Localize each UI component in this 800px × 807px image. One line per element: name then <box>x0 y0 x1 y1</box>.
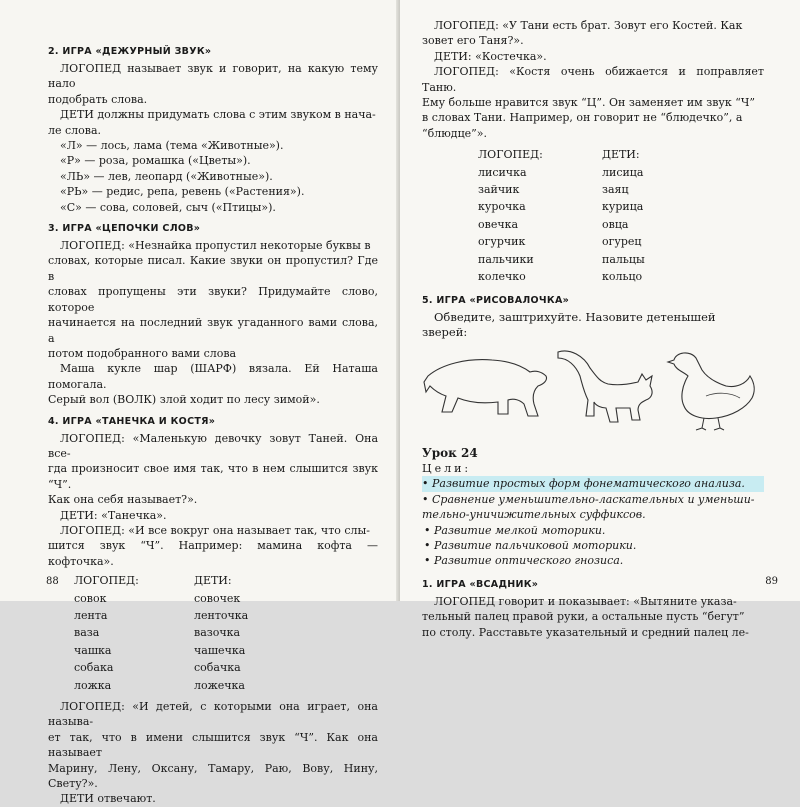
goose-outline-icon <box>666 346 762 432</box>
table-cell: кольцо <box>602 270 643 284</box>
section-heading-tanechka-kostya: 4. ИГРА «ТАНЕЧКА И КОСТЯ» <box>48 415 216 427</box>
table-cell: курица <box>602 200 644 214</box>
table-cell: огурчик <box>478 235 526 249</box>
table-cell: лисичка <box>478 165 527 179</box>
goal-item: • Развитие оптического гнозиса. <box>424 554 624 568</box>
table-header: ДЕТИ: <box>602 148 640 162</box>
goal-item: тельно-уничижительных суффиксов. <box>422 508 646 522</box>
text-line: ЛОГОПЕД: «И все вокруг она называет так, что слы- <box>60 523 371 537</box>
word-table-left <box>48 573 378 693</box>
section-heading-rider-game: 1. ИГРА «ВСАДНИК» <box>422 578 539 590</box>
goals-heading: Цели: <box>422 462 472 476</box>
text-line: начинается на последний звук угаданного вами слова, а <box>48 316 378 345</box>
page-number: 88 <box>46 576 59 587</box>
bear-outline-icon <box>422 346 552 426</box>
text-line: ДЕТИ: «Костечка». <box>434 49 547 63</box>
table-cell: вазочка <box>194 626 241 640</box>
table-row <box>478 252 764 267</box>
table-cell: чашка <box>74 643 112 657</box>
text-line: «РЬ» — редис, репа, ревень («Растения»). <box>60 185 305 199</box>
text-line: “блюдце”». <box>422 126 488 140</box>
right-page-column <box>422 18 764 640</box>
table-cell: колечко <box>478 270 526 284</box>
table-cell: зайчик <box>478 183 520 197</box>
table-cell: чашечка <box>194 643 246 657</box>
table-header: ДЕТИ: <box>194 574 232 588</box>
text-line: ле слова. <box>48 123 102 137</box>
text-line: ЛОГОПЕД называет звук и говорит, на какую тему нало <box>48 62 378 91</box>
text-line: ет так, что в имени слышится звук “Ч”. Как она называет <box>48 730 378 760</box>
table-row <box>74 660 378 675</box>
table-cell: совочек <box>194 591 241 605</box>
section-heading-drawing-game: 5. ИГРА «РИСОВАЛОЧКА» <box>422 294 570 306</box>
text-line: Серый вол (ВОЛК) злой ходит по лесу зимой». <box>48 393 320 407</box>
table-cell: собачка <box>194 661 241 675</box>
text-line: по столу. Расставьте указательный и средний палец ле- <box>422 625 749 639</box>
table-cell: лента <box>74 609 108 622</box>
left-page <box>0 0 398 806</box>
table-header: ЛОГОПЕД: <box>478 148 543 162</box>
section-heading-duty-sound: 2. ИГРА «ДЕЖУРНЫЙ ЗВУК» <box>48 46 212 57</box>
text-line: словах пропущены эти звуки? Придумайте слово, которое <box>48 285 378 314</box>
text-line: подобрать слова. <box>48 92 148 106</box>
table-header: ЛОГОПЕД: <box>74 574 139 588</box>
table-row <box>74 643 378 658</box>
text-line: шится звук “Ч”. Например: мамина кофта — кофточка». <box>48 539 378 568</box>
text-line: «Р» — роза, ромашка («Цветы»). <box>60 154 251 168</box>
text-line: в словах Тани. Например, он говорит не “блюдечко”, а <box>422 111 743 125</box>
text-line: ЛОГОПЕД: «Незнайка пропустил некоторые буквы в <box>60 239 371 253</box>
page-number: 89 <box>765 576 778 587</box>
text-line: Марину, Лену, Оксану, Тамару, Раю, Вову, Нину, Свету?». <box>48 761 378 791</box>
table-cell: совок <box>74 591 107 605</box>
left-page-column <box>48 38 378 807</box>
table-row <box>74 625 378 640</box>
text-line: ДЕТИ должны придумать слова с этим звуком в нача- <box>60 108 376 122</box>
table-cell: пальцы <box>602 252 645 266</box>
goal-item: • Развитие простых форм фонематического анализа. <box>422 476 764 491</box>
goal-item: • Развитие пальчиковой моторики. <box>424 538 637 552</box>
table-cell: огурец <box>602 235 642 249</box>
table-cell: курочка <box>478 200 526 214</box>
text-line: ДЕТИ отвечают. <box>60 792 156 806</box>
text-line: «ЛЬ» — лев, леопард («Животные»). <box>60 169 273 183</box>
table-cell: лисица <box>602 165 644 179</box>
table-cell: ваза <box>74 626 100 640</box>
animal-drawings <box>422 346 764 432</box>
table-cell: пальчики <box>478 252 534 266</box>
table-row <box>74 678 378 693</box>
text-line: тельный палец правой руки, а остальные пусть “бегут” <box>422 610 745 624</box>
table-row <box>74 591 378 606</box>
table-cell: овечка <box>478 217 519 231</box>
word-table-right <box>422 147 764 284</box>
cat-outline-icon <box>550 346 660 432</box>
text-line: «С» — сова, соловей, сыч («Птицы»). <box>60 200 276 214</box>
table-row <box>478 182 764 197</box>
table-cell: ложка <box>74 678 112 692</box>
text-line: потом подобранного вами слова <box>48 346 237 360</box>
table-cell: заяц <box>602 183 629 197</box>
lesson-title: Урок 24 <box>422 446 478 461</box>
goal-item: • Сравнение уменьшительно-ласкательных и уменьши- <box>422 492 755 506</box>
text-line: ЛОГОПЕД: «И детей, с которыми она играет, она называ- <box>48 700 378 729</box>
table-row <box>478 165 764 180</box>
text-line: зовет его Таня?». <box>422 34 524 48</box>
text-line: гда произносит свое имя так, что в нем слышится звук “Ч”. <box>48 462 378 491</box>
table-row <box>74 608 378 623</box>
section-heading-word-chains: 3. ИГРА «ЦЕПОЧКИ СЛОВ» <box>48 223 201 235</box>
table-cell: собака <box>74 661 114 675</box>
table-row <box>478 269 764 284</box>
text-line: «Л» — лось, лама (тема «Животные»). <box>60 139 284 153</box>
text-line: ЛОГОПЕД говорит и показывает: «Вытяните указа- <box>434 594 737 608</box>
right-page <box>400 0 800 639</box>
table-row <box>478 199 764 214</box>
table-cell: овца <box>602 217 629 231</box>
text-line: ЛОГОПЕД: «У Тани есть брат. Зовут его Костей. Как <box>434 19 743 32</box>
text-line: словах, которые писал. Какие звуки он пропустил? Где в <box>48 254 378 283</box>
text-line: Ему больше нравится звук “Ц”. Он заменяет им звук “Ч” <box>422 96 756 110</box>
instruction-text: Обведите, заштрихуйте. Назовите детенышей зверей: <box>422 309 716 339</box>
table-cell: ложечка <box>194 678 245 692</box>
goal-item: • Развитие мелкой моторики. <box>424 523 606 537</box>
text-line: Маша кукле шар (ШАРФ) вязала. Ей Наташа помогала. <box>48 362 378 391</box>
text-line: Как она себя называет?». <box>48 493 198 507</box>
table-row <box>478 217 764 232</box>
text-line: ЛОГОПЕД: «Маленькую девочку зовут Таней. Она все- <box>48 431 378 460</box>
text-line: ЛОГОПЕД: «Костя очень обижается и поправляет Таню. <box>422 65 764 94</box>
table-row <box>478 234 764 249</box>
text-line: ДЕТИ: «Танечка». <box>60 508 167 522</box>
table-cell: ленточка <box>194 609 249 622</box>
